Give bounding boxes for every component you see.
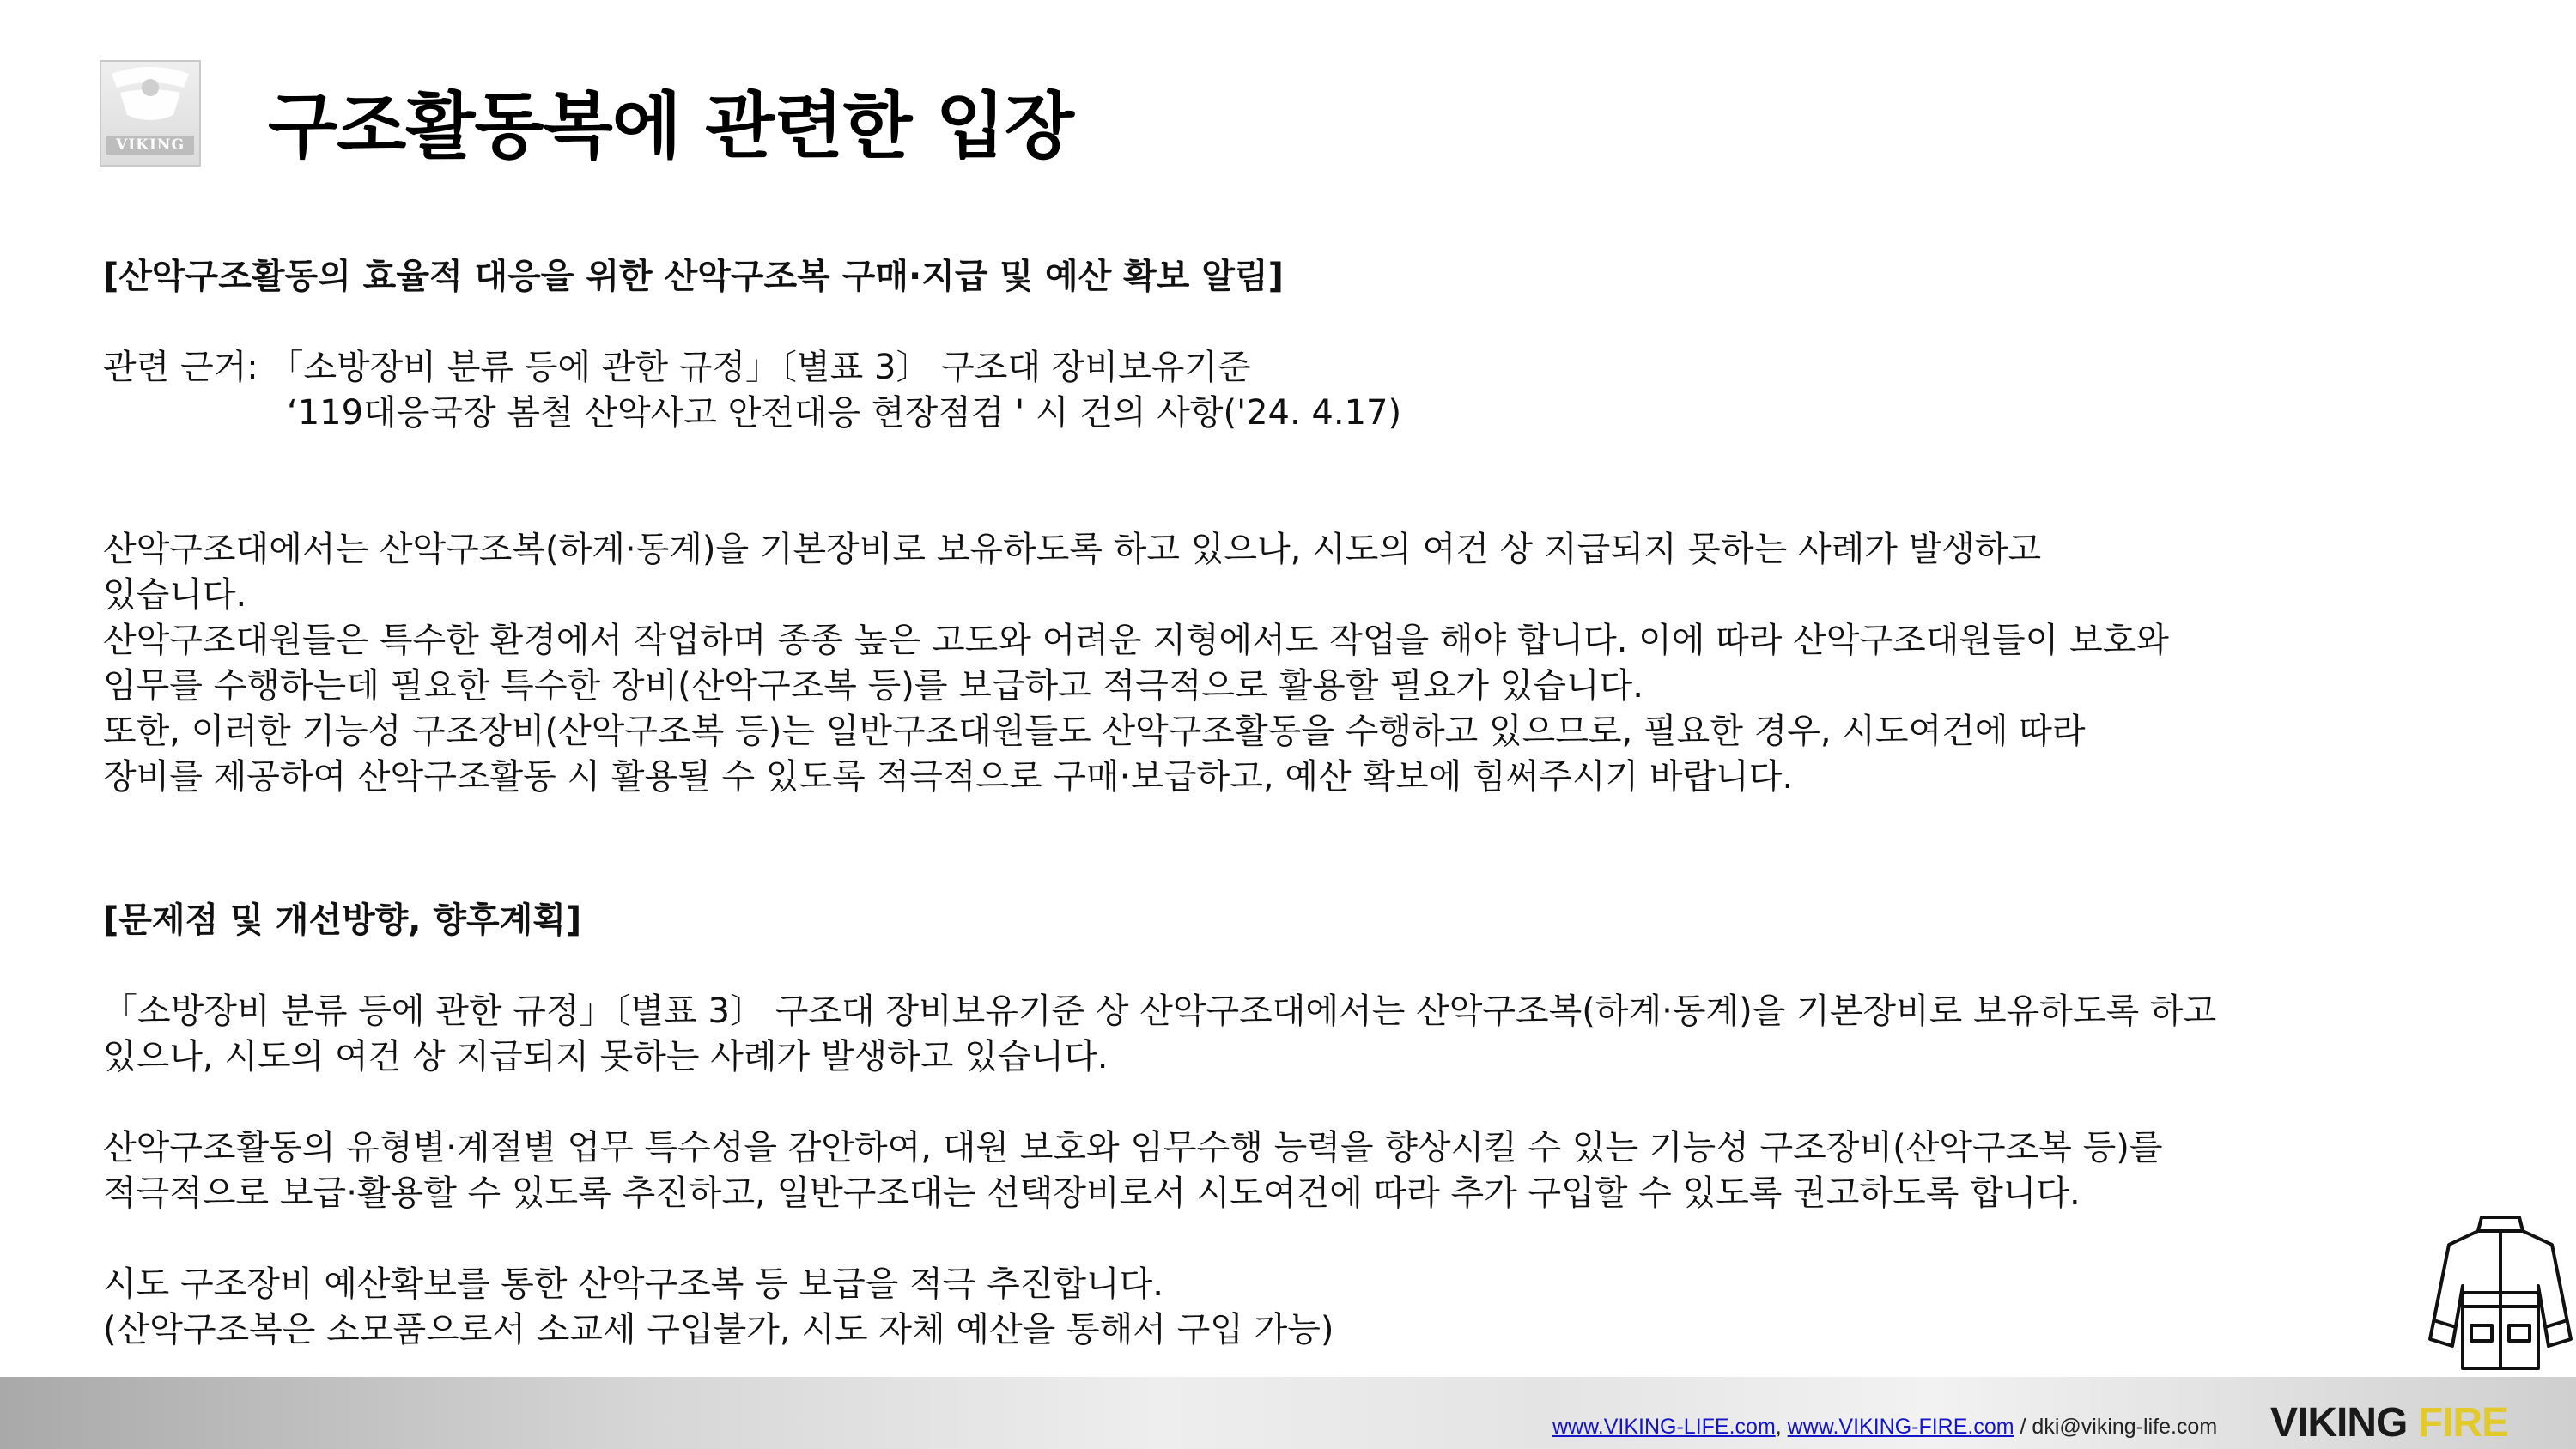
section-2-heading: [문제점 및 개선방향, 향후계획]: [103, 900, 582, 940]
body-line: 있습니다.: [103, 575, 247, 615]
section-1-heading: [산악구조활동의 효율적 대응을 위한 산악구조복 구매·지급 및 예산 확보 알림]: [103, 257, 1284, 296]
body-line: 「소방장비 분류 등에 관한 규정」〔별표 3〕 구조대 장비보유기준 상 산악구조대에서는 산악구조복(하계·동계)을 기본장비로 보유하도록 하고: [103, 991, 2217, 1031]
basis-line-2: ‘119대응국장 봄철 산악사고 안전대응 현장점검 ' 시 건의 사항('24. 4.17): [287, 393, 1402, 433]
body-line: 장비를 제공하여 산악구조활동 시 활용될 수 있도록 적극적으로 구매·보급하고, 예산 확보에 힘써주시기 바랍니다.: [103, 757, 1794, 797]
viking-logo: [100, 60, 201, 167]
body-line: 시도 구조장비 예산확보를 통한 산악구조복 등 보급을 적극 추진합니다.: [103, 1264, 1163, 1304]
body-line: 산악구조활동의 유형별·계절별 업무 특수성을 감안하여, 대원 보호와 임무수행 능력을 향상시킬 수 있는 기능성 구조장비(산악구조복 등)를: [103, 1128, 2163, 1167]
page-title: 구조활동복에 관련한 입장: [268, 84, 1074, 168]
viking-fire-link[interactable]: www.VIKING-FIRE.com: [1787, 1415, 2014, 1439]
section-2: [103, 898, 2524, 1353]
footer-bar: [0, 1377, 2576, 1449]
footer-separator: ,: [1775, 1415, 1788, 1439]
viking-logo-icon: [101, 62, 199, 134]
logo-wordmark: VIKING: [106, 136, 194, 155]
section-1: [103, 254, 2524, 800]
body-line: 또한, 이러한 기능성 구조장비(산악구조복 등)는 일반구조대원들도 산악구조활동을 수행하고 있으므로, 필요한 경우, 시도여건에 따라: [103, 712, 2086, 751]
viking-fire-brand: [2270, 1399, 2508, 1446]
body-line: 임무를 수행하는데 필요한 특수한 장비(산악구조복 등)를 보급하고 적극적으로 활용할 필요가 있습니다.: [103, 666, 1643, 706]
body-line: 산악구조대에서는 산악구조복(하계·동계)을 기본장비로 보유하도록 하고 있으나, 시도의 여건 상 지급되지 못하는 사례가 발생하고: [103, 530, 2042, 569]
brand-fire: FIRE: [2417, 1400, 2509, 1446]
brand-viking: VIKING: [2270, 1400, 2418, 1446]
jacket-icon: [2423, 1210, 2576, 1373]
footer-email: / dki@viking-life.com: [2014, 1415, 2218, 1439]
viking-life-link[interactable]: www.VIKING-LIFE.com: [1552, 1415, 1776, 1439]
body-line: 적극적으로 보급·활용할 수 있도록 추진하고, 일반구조대는 선택장비로서 시도여건에 따라 추가 구입할 수 있도록 권고하도록 합니다.: [103, 1173, 2081, 1213]
footer-links: [1552, 1415, 2217, 1440]
body-line: 있으나, 시도의 여건 상 지급되지 못하는 사례가 발생하고 있습니다.: [103, 1037, 1109, 1076]
body-line: (산악구조복은 소모품으로서 소교세 구입불가, 시도 자체 예산을 통해서 구입 가능): [103, 1310, 1334, 1349]
basis-line-1: 관련 근거: 「소방장비 분류 등에 관한 규정」〔별표 3〕 구조대 장비보유기준: [103, 348, 1251, 387]
body-line: 산악구조대원들은 특수한 환경에서 작업하며 종종 높은 고도와 어려운 지형에서도 작업을 해야 합니다. 이에 따라 산악구조대원들이 보호와: [103, 621, 2169, 660]
